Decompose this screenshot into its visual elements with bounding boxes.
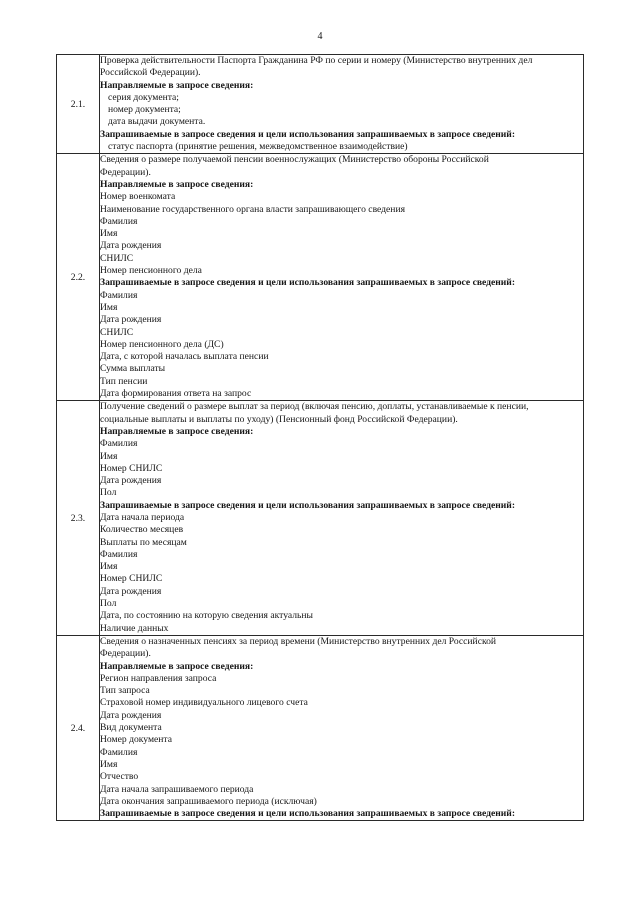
- section-line: Российской Федерации).: [100, 67, 201, 79]
- section-line: Фамилия: [100, 215, 138, 227]
- section-line: Тип запроса: [100, 685, 150, 697]
- section-line: Дата окончания запрашиваемого периода (исключая): [100, 795, 317, 807]
- section-row: [57, 55, 584, 154]
- section-line: Номер пенсионного дела: [100, 265, 202, 277]
- section-line: Наличие данных: [100, 622, 169, 634]
- section-line: дата выдачи документа.: [108, 116, 206, 128]
- section-line: Номер СНИЛС: [100, 462, 163, 474]
- section-line: СНИЛС: [100, 252, 134, 264]
- section-line: Сведения о размере получаемой пенсии военнослужащих (Министерство обороны Российской: [100, 154, 489, 166]
- section-line: Имя: [100, 561, 118, 573]
- section-line: Дата рождения: [100, 240, 162, 252]
- section-line: Дата начала запрашиваемого периода: [100, 783, 254, 795]
- section-row: [57, 635, 584, 820]
- section-line: социальные выплаты и выплаты по уходу) (Пенсионный фонд Российской Федерации).: [100, 413, 458, 425]
- section-line: Фамилия: [100, 746, 138, 758]
- section-line: Выплаты по месяцам: [100, 536, 187, 548]
- section-line: Страховой номер индивидуального лицевого счета: [100, 697, 308, 709]
- section-line: Количество месяцев: [100, 524, 184, 536]
- section-number: 2.4.: [57, 635, 100, 820]
- section-number: 2.3.: [57, 401, 100, 636]
- section-line: Сведения о назначенных пенсиях за период времени (Министерство внутренних дел Российской: [100, 635, 497, 647]
- section-number: 2.1.: [57, 55, 100, 154]
- table-body: [57, 55, 584, 821]
- section-line: Сумма выплаты: [100, 363, 166, 375]
- section-line: Дата начала периода: [100, 511, 185, 523]
- section-subheading: Направляемые в запросе сведения:: [100, 660, 254, 672]
- section-subheading: Запрашиваемые в запросе сведения и цели использования запрашиваемых в запросе сведений:: [100, 277, 516, 289]
- section-line: Федерации).: [100, 166, 151, 178]
- section-line: Пол: [100, 598, 117, 610]
- section-line: Номер военкомата: [100, 191, 176, 203]
- section-row: [57, 401, 584, 636]
- document-table: [56, 54, 584, 821]
- section-line: Имя: [100, 758, 118, 770]
- section-line: Проверка действительности Паспорта Гражданина РФ по серии и номеру (Министерство внутренних дел: [100, 55, 533, 66]
- section-line: Дата, по состоянию на которую сведения актуальны: [100, 610, 313, 622]
- section-line: Дата рождения: [100, 585, 162, 597]
- section-line: Фамилия: [100, 289, 138, 301]
- section-subheading: Направляемые в запросе сведения:: [100, 79, 254, 91]
- section-line: Номер пенсионного дела (ДС): [100, 338, 224, 350]
- section-subheading: Направляемые в запросе сведения:: [100, 178, 254, 190]
- section-line: Номер СНИЛС: [100, 573, 163, 585]
- section-line: Дата рождения: [100, 709, 162, 721]
- section-line: Дата, с которой началась выплата пенсии: [100, 351, 269, 363]
- section-line: Имя: [100, 228, 118, 240]
- page-number: 4: [317, 31, 323, 42]
- section-subheading: Направляемые в запросе сведения:: [100, 425, 254, 437]
- section-line: Имя: [100, 301, 118, 313]
- section-line: Имя: [100, 450, 118, 462]
- section-line: номер документа;: [108, 104, 181, 116]
- section-row: [57, 154, 584, 401]
- section-line: Тип пенсии: [100, 375, 148, 387]
- section-subheading: Запрашиваемые в запросе сведения и цели использования запрашиваемых в запросе сведений:: [100, 499, 516, 511]
- section-line: Федерации).: [100, 648, 151, 660]
- section-line: СНИЛС: [100, 326, 134, 338]
- section-line: Получение сведений о размере выплат за период (включая пенсию, доплаты, устанавливаемые к пенсии,: [100, 401, 529, 413]
- section-line: Фамилия: [100, 438, 138, 450]
- section-line: Отчество: [100, 771, 139, 783]
- section-line: Дата рождения: [100, 475, 162, 487]
- section-subheading: Запрашиваемые в запросе сведения и цели использования запрашиваемых в запросе сведений:: [100, 808, 516, 820]
- section-line: Регион направления запроса: [100, 672, 217, 684]
- section-subheading: Запрашиваемые в запросе сведения и цели использования запрашиваемых в запросе сведений:: [100, 128, 516, 140]
- section-line: Пол: [100, 487, 117, 499]
- section-content: [100, 635, 584, 820]
- section-line: Номер документа: [100, 734, 172, 746]
- section-line: Фамилия: [100, 548, 138, 560]
- section-line: Вид документа: [100, 722, 162, 734]
- section-line: статус паспорта (принятие решения, межведомственное взаимодействие): [108, 141, 408, 153]
- section-number: 2.2.: [57, 154, 100, 401]
- section-content: [100, 401, 584, 636]
- section-content: [100, 154, 584, 401]
- section-line: серия документа;: [108, 91, 179, 103]
- section-line: Наименование государственного органа власти запрашивающего сведения: [100, 203, 405, 215]
- section-line: Дата рождения: [100, 314, 162, 326]
- section-line: Дата формирования ответа на запрос: [100, 388, 252, 400]
- section-content: [100, 55, 584, 154]
